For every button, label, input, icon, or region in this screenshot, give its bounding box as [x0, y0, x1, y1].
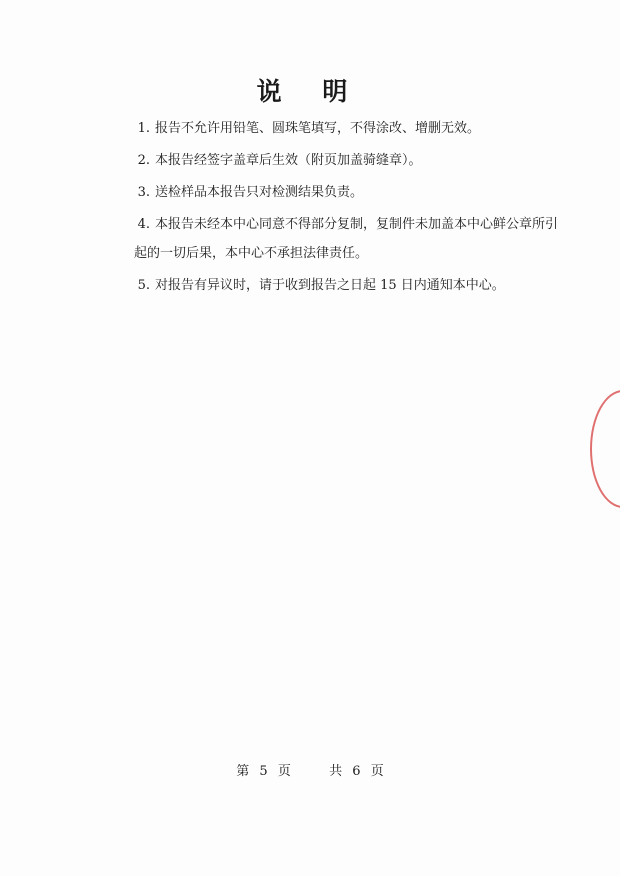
page-label-suffix: 页 [277, 764, 291, 779]
clause-number: 3. [137, 185, 150, 200]
total-label-suffix: 页 [370, 764, 384, 779]
clause-list [134, 120, 566, 309]
clause-text-continuation: 起的一切后果，本中心不承担法律责任。 [134, 246, 369, 261]
red-seal-stamp [590, 390, 620, 508]
page-label-prefix: 第 [236, 764, 250, 779]
clause-4 [134, 216, 566, 263]
clause-number: 1. [137, 121, 150, 136]
page-footer [0, 760, 620, 779]
clause-5 [134, 277, 566, 295]
total-label-prefix: 共 [329, 764, 343, 779]
clause-text: 送检样品本报告只对检测结果负责。 [155, 185, 364, 200]
clause-1 [134, 120, 566, 138]
clause-number: 2. [137, 153, 150, 168]
clause-text: 报告不允许用铅笔、圆珠笔填写，不得涂改、增删无效。 [155, 121, 481, 136]
clause-number: 4. [137, 217, 150, 232]
clause-text: 本报告未经本中心同意不得部分复制，复制件未加盖本中心鲜公章所引 [155, 217, 559, 232]
clause-2 [134, 152, 566, 170]
total-pages: 6 [352, 764, 361, 779]
clause-text: 对报告有异议时，请于收到报告之日起 15 日内通知本中心。 [155, 278, 505, 293]
page-number: 5 [259, 764, 268, 779]
clause-number: 5. [137, 278, 150, 293]
clause-text: 本报告经签字盖章后生效（附页加盖骑缝章）。 [155, 153, 422, 168]
clause-3 [134, 184, 566, 202]
page-title: 说 明 [256, 77, 364, 106]
